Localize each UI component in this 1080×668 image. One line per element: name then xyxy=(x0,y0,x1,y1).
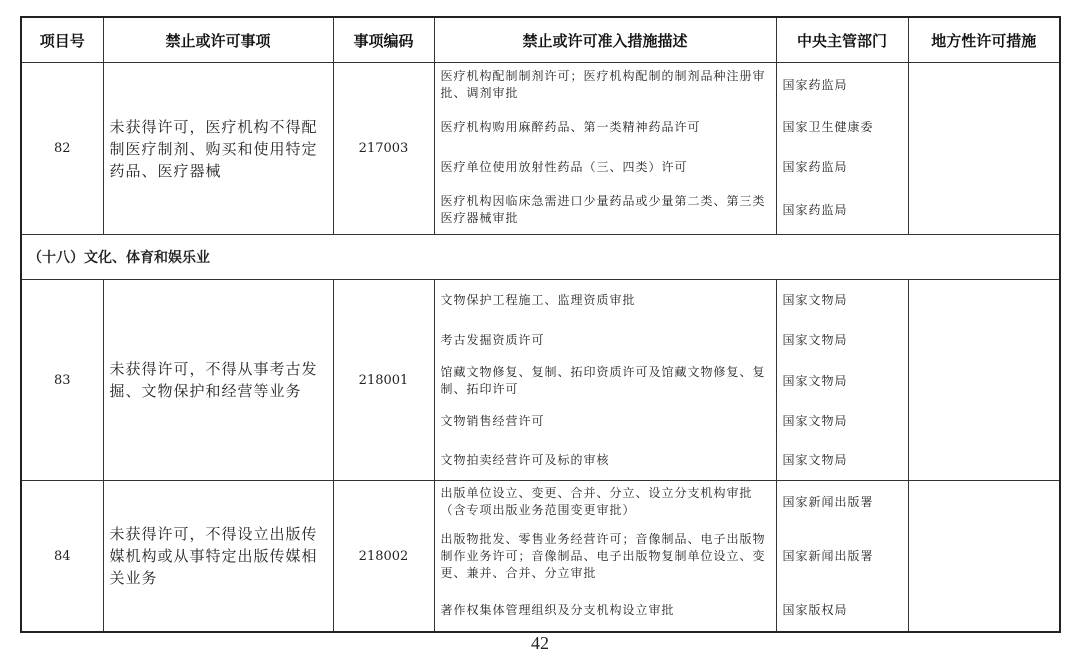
department-name: 国家新闻出版署 xyxy=(782,548,874,563)
department-name: 国家药监局 xyxy=(782,202,848,217)
item-number: 84 xyxy=(21,481,103,633)
header-row xyxy=(21,17,1060,63)
header-code: 事项编码 xyxy=(333,17,434,63)
local-measures-cell xyxy=(908,280,1060,481)
local-measures-cell xyxy=(908,481,1060,633)
section-row xyxy=(21,235,1060,280)
header-central-department: 中央主管部门 xyxy=(776,17,908,63)
measure-list xyxy=(434,63,776,235)
department-name: 国家文物局 xyxy=(782,332,848,347)
department-name: 国家卫生健康委 xyxy=(782,119,874,134)
matter-code: 218001 xyxy=(333,280,434,481)
measure-description: 医疗机构配制制剂许可；医疗机构配制的制剂品种注册审批、调剂审批 xyxy=(440,69,766,100)
measure-description: 文物拍卖经营许可及标的审核 xyxy=(440,452,610,467)
header-matter: 禁止或许可事项 xyxy=(103,17,333,63)
permit-table xyxy=(20,16,1061,633)
item-number: 83 xyxy=(21,280,103,481)
department-name: 国家文物局 xyxy=(782,373,848,388)
measure-list xyxy=(434,481,776,633)
measure-list xyxy=(434,280,776,481)
matter-code: 217003 xyxy=(333,63,434,235)
table-row-83 xyxy=(21,280,1060,481)
local-measures-cell xyxy=(908,63,1060,235)
measure-description: 馆藏文物修复、复制、拓印资质许可及馆藏文物修复、复制、拓印许可 xyxy=(440,365,766,396)
item-number: 82 xyxy=(21,63,103,235)
department-name: 国家版权局 xyxy=(782,602,848,617)
measure-description: 文物保护工程施工、监理资质审批 xyxy=(440,292,636,307)
department-name: 国家新闻出版署 xyxy=(782,494,874,509)
department-list xyxy=(776,481,908,633)
header-local-measures: 地方性许可措施 xyxy=(908,17,1060,63)
measure-description: 考古发掘资质许可 xyxy=(440,332,545,347)
section-heading: （十八）文化、体育和娱乐业 xyxy=(21,235,1060,280)
table-row-84 xyxy=(21,481,1060,633)
table-row-82 xyxy=(21,63,1060,235)
matter-code: 218002 xyxy=(333,481,434,633)
measure-description: 医疗机构因临床急需进口少量药品或少量第二类、第三类医疗器械审批 xyxy=(440,194,766,225)
measure-description: 出版单位设立、变更、合并、分立、设立分支机构审批（含专项出版业务范围变更审批） xyxy=(440,486,753,517)
department-name: 国家药监局 xyxy=(782,77,848,92)
header-item-number: 项目号 xyxy=(21,17,103,63)
matter-text: 未获得许可，医疗机构不得配制医疗制剂、购买和使用特定药品、医疗器械 xyxy=(103,63,333,235)
measure-description: 著作权集体管理组织及分支机构设立审批 xyxy=(440,602,675,617)
matter-text: 未获得许可，不得从事考古发掘、文物保护和经营等业务 xyxy=(103,280,333,481)
measure-description: 医疗单位使用放射性药品（三、四类）许可 xyxy=(440,159,688,174)
department-name: 国家药监局 xyxy=(782,159,848,174)
department-name: 国家文物局 xyxy=(782,413,848,428)
measure-description: 文物销售经营许可 xyxy=(440,413,545,428)
department-list xyxy=(776,63,908,235)
measure-description: 出版物批发、零售业务经营许可；音像制品、电子出版物制作业务许可；音像制品、电子出版物复制单位设立、变更、兼并、合并、分立审批 xyxy=(440,531,766,580)
measure-description: 医疗机构购用麻醉药品、第一类精神药品许可 xyxy=(440,119,701,134)
page-number: 42 xyxy=(531,633,549,653)
department-name: 国家文物局 xyxy=(782,292,848,307)
department-name: 国家文物局 xyxy=(782,452,848,467)
matter-text: 未获得许可，不得设立出版传媒机构或从事特定出版传媒相关业务 xyxy=(103,481,333,633)
header-measure-description: 禁止或许可准入措施描述 xyxy=(434,17,776,63)
department-list xyxy=(776,280,908,481)
